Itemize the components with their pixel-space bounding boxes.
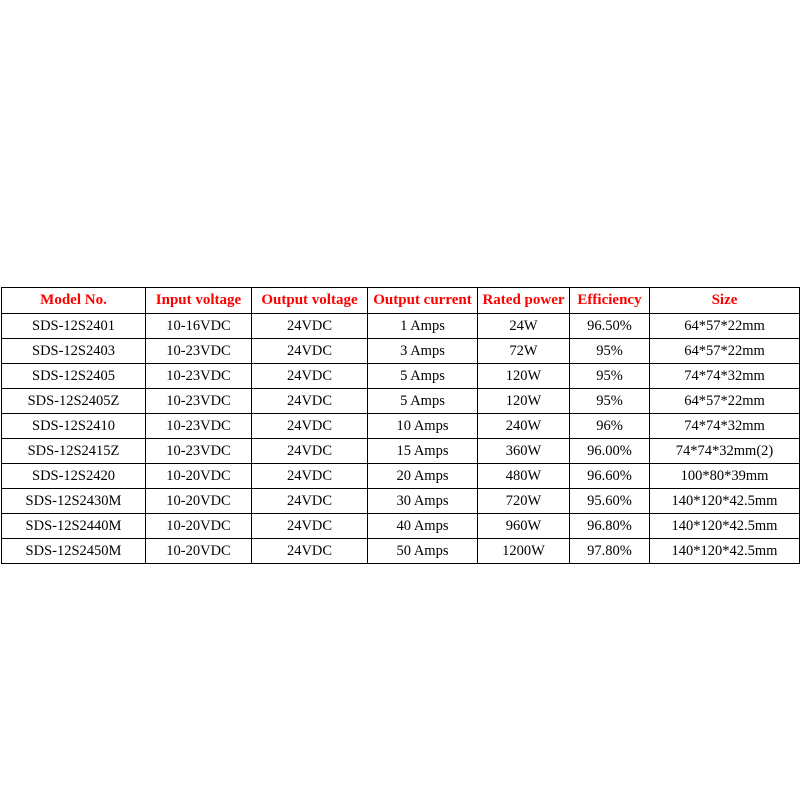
cell-efficiency: 95% <box>570 339 650 364</box>
cell-size: 140*120*42.5mm <box>650 514 800 539</box>
cell-model-no: SDS-12S2420 <box>2 464 146 489</box>
table-row <box>2 464 800 489</box>
cell-output-voltage: 24VDC <box>252 339 368 364</box>
cell-rated-power: 480W <box>478 464 570 489</box>
cell-efficiency: 96.50% <box>570 314 650 339</box>
cell-rated-power: 24W <box>478 314 570 339</box>
cell-input-voltage: 10-23VDC <box>146 439 252 464</box>
column-header-rated-power: Rated power <box>478 288 570 314</box>
cell-output-voltage: 24VDC <box>252 439 368 464</box>
cell-efficiency: 96.80% <box>570 514 650 539</box>
cell-efficiency: 97.80% <box>570 539 650 564</box>
cell-input-voltage: 10-20VDC <box>146 464 252 489</box>
cell-output-voltage: 24VDC <box>252 464 368 489</box>
column-header-input-voltage: Input voltage <box>146 288 252 314</box>
cell-input-voltage: 10-23VDC <box>146 414 252 439</box>
cell-output-voltage: 24VDC <box>252 389 368 414</box>
cell-size: 64*57*22mm <box>650 389 800 414</box>
table-row <box>2 439 800 464</box>
cell-output-current: 5 Amps <box>368 364 478 389</box>
spec-sheet <box>0 287 800 564</box>
cell-output-voltage: 24VDC <box>252 364 368 389</box>
cell-rated-power: 72W <box>478 339 570 364</box>
cell-output-voltage: 24VDC <box>252 489 368 514</box>
cell-model-no: SDS-12S2440M <box>2 514 146 539</box>
cell-size: 74*74*32mm(2) <box>650 439 800 464</box>
table-header <box>2 288 800 314</box>
cell-input-voltage: 10-23VDC <box>146 389 252 414</box>
cell-input-voltage: 10-16VDC <box>146 314 252 339</box>
cell-model-no: SDS-12S2410 <box>2 414 146 439</box>
table-header-row <box>2 288 800 314</box>
table-row <box>2 414 800 439</box>
cell-model-no: SDS-12S2403 <box>2 339 146 364</box>
table-row <box>2 489 800 514</box>
column-header-output-current: Output current <box>368 288 478 314</box>
cell-input-voltage: 10-20VDC <box>146 539 252 564</box>
cell-model-no: SDS-12S2415Z <box>2 439 146 464</box>
table-row <box>2 314 800 339</box>
cell-efficiency: 96.00% <box>570 439 650 464</box>
column-header-model-no: Model No. <box>2 288 146 314</box>
cell-efficiency: 95.60% <box>570 489 650 514</box>
cell-output-current: 1 Amps <box>368 314 478 339</box>
cell-input-voltage: 10-20VDC <box>146 514 252 539</box>
cell-input-voltage: 10-20VDC <box>146 489 252 514</box>
cell-model-no: SDS-12S2430M <box>2 489 146 514</box>
table-body <box>2 314 800 564</box>
cell-rated-power: 120W <box>478 364 570 389</box>
cell-output-current: 50 Amps <box>368 539 478 564</box>
cell-size: 140*120*42.5mm <box>650 489 800 514</box>
table-row <box>2 539 800 564</box>
column-header-efficiency: Efficiency <box>570 288 650 314</box>
cell-size: 140*120*42.5mm <box>650 539 800 564</box>
cell-model-no: SDS-12S2405 <box>2 364 146 389</box>
cell-output-current: 40 Amps <box>368 514 478 539</box>
cell-size: 100*80*39mm <box>650 464 800 489</box>
cell-output-current: 30 Amps <box>368 489 478 514</box>
cell-input-voltage: 10-23VDC <box>146 364 252 389</box>
cell-efficiency: 95% <box>570 389 650 414</box>
cell-output-voltage: 24VDC <box>252 539 368 564</box>
table-row <box>2 339 800 364</box>
cell-size: 74*74*32mm <box>650 414 800 439</box>
cell-output-voltage: 24VDC <box>252 314 368 339</box>
cell-rated-power: 960W <box>478 514 570 539</box>
cell-size: 74*74*32mm <box>650 364 800 389</box>
cell-rated-power: 720W <box>478 489 570 514</box>
cell-model-no: SDS-12S2450M <box>2 539 146 564</box>
cell-output-voltage: 24VDC <box>252 414 368 439</box>
cell-output-current: 20 Amps <box>368 464 478 489</box>
cell-output-voltage: 24VDC <box>252 514 368 539</box>
cell-output-current: 5 Amps <box>368 389 478 414</box>
table-row <box>2 389 800 414</box>
cell-size: 64*57*22mm <box>650 314 800 339</box>
cell-output-current: 3 Amps <box>368 339 478 364</box>
cell-output-current: 10 Amps <box>368 414 478 439</box>
cell-rated-power: 1200W <box>478 539 570 564</box>
table-row <box>2 364 800 389</box>
cell-rated-power: 360W <box>478 439 570 464</box>
column-header-size: Size <box>650 288 800 314</box>
cell-output-current: 15 Amps <box>368 439 478 464</box>
cell-efficiency: 96% <box>570 414 650 439</box>
cell-model-no: SDS-12S2401 <box>2 314 146 339</box>
cell-size: 64*57*22mm <box>650 339 800 364</box>
cell-efficiency: 95% <box>570 364 650 389</box>
cell-efficiency: 96.60% <box>570 464 650 489</box>
specification-table <box>1 287 800 564</box>
cell-rated-power: 240W <box>478 414 570 439</box>
column-header-output-voltage: Output voltage <box>252 288 368 314</box>
cell-input-voltage: 10-23VDC <box>146 339 252 364</box>
cell-model-no: SDS-12S2405Z <box>2 389 146 414</box>
table-row <box>2 514 800 539</box>
cell-rated-power: 120W <box>478 389 570 414</box>
